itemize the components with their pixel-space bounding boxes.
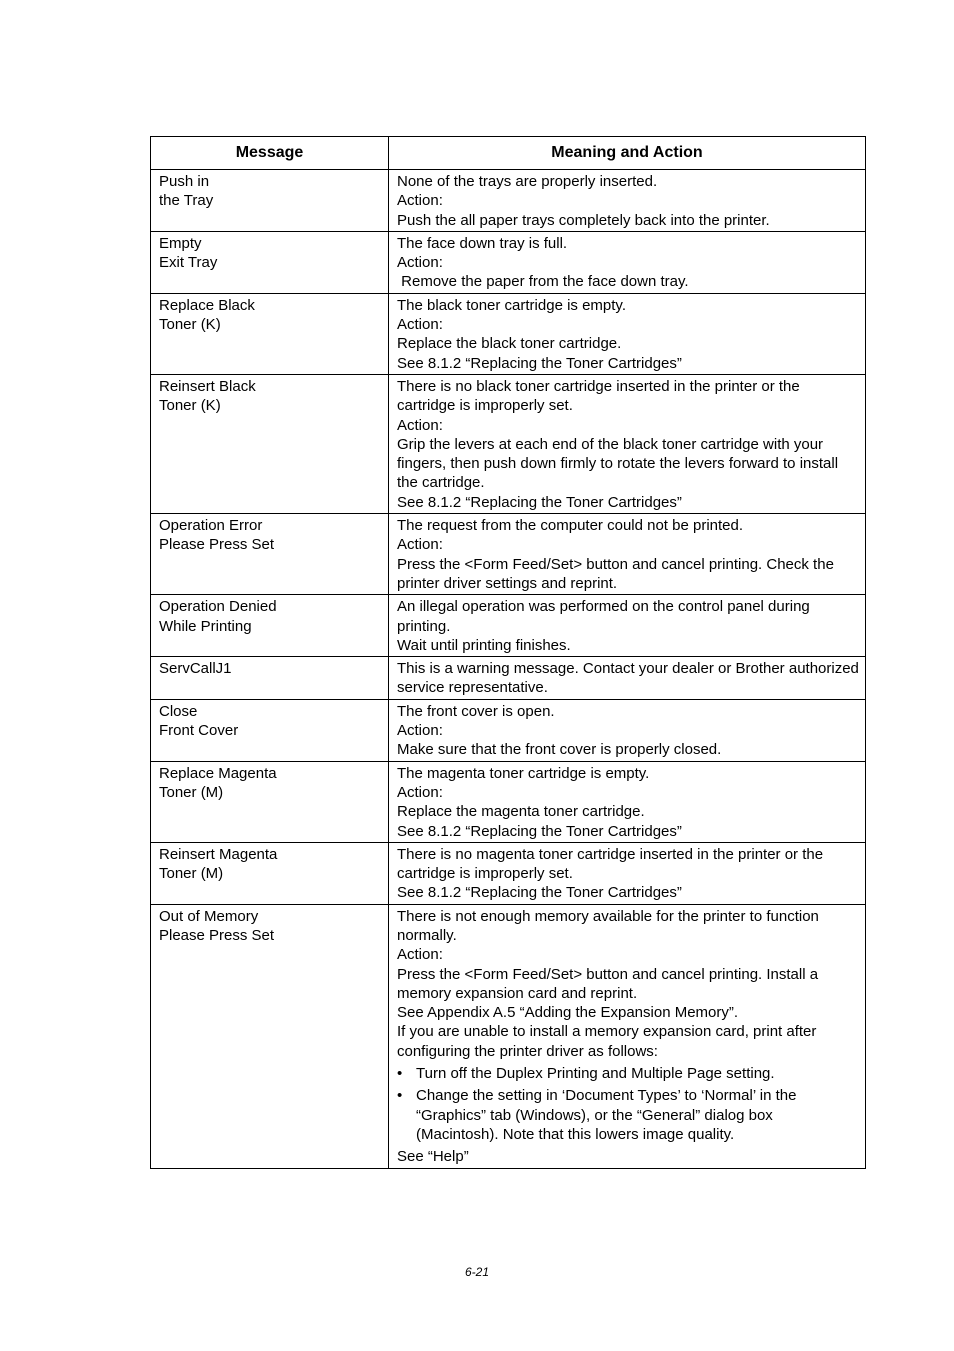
meaning-cell [389, 374, 866, 513]
bullet-icon: • [397, 1065, 403, 1083]
message-line: ServCallJ1 [159, 660, 232, 678]
message-cell [151, 514, 389, 595]
message-cell [151, 170, 389, 232]
meaning-cell [389, 904, 866, 1168]
message-line: Please Press Set [159, 926, 275, 944]
table-row [151, 514, 866, 595]
message-table [150, 136, 866, 1169]
meaning-cell [389, 842, 866, 904]
meaning-line: See “Help” [397, 1148, 469, 1166]
bullet-text: Turn off the Duplex Printing and Multiple Page setting. [416, 1065, 775, 1083]
meaning-cell [389, 761, 866, 842]
table-row [151, 293, 866, 374]
message-line: Toner (M) [159, 865, 224, 883]
meaning-line: This is a warning message. Contact your dealer or Brother authorized service representative. [397, 660, 864, 697]
meaning-cell [389, 595, 866, 657]
message-line: Toner (K) [159, 397, 221, 415]
table-row-memory [151, 904, 866, 1168]
message-line: While Printing [159, 617, 252, 635]
table-row [151, 657, 866, 700]
meaning-line: Push the all paper trays completely back into the printer. [397, 211, 770, 229]
message-cell [151, 657, 389, 700]
meaning-line: See Appendix A.5 “Adding the Expansion Memory”. [397, 1004, 739, 1022]
meaning-cell [389, 231, 866, 293]
message-line: Replace Black [159, 296, 255, 314]
meaning-line: There is no magenta toner cartridge inserted in the printer or the cartridge is improperly set. [397, 845, 828, 883]
meaning-line: Action: [397, 783, 443, 801]
meaning-line: Wait until printing finishes. [397, 636, 571, 654]
meaning-cell [389, 170, 866, 232]
meaning-line: The request from the computer could not be printed. [397, 517, 744, 535]
message-line: Empty [159, 234, 202, 252]
message-cell [151, 293, 389, 374]
message-cell [151, 231, 389, 293]
meaning-cell [389, 293, 866, 374]
meaning-line: See 8.1.2 “Replacing the Toner Cartridges” [397, 884, 682, 902]
meaning-cell [389, 699, 866, 761]
meaning-line: Press the <Form Feed/Set> button and cancel printing. Install a memory expansion card and reprint. [397, 965, 823, 1002]
header-meaning-action: Meaning and Action [389, 137, 866, 170]
message-line: Out of Memory [159, 907, 259, 925]
table-row [151, 231, 866, 293]
meaning-line: See 8.1.2 “Replacing the Toner Cartridges” [397, 354, 682, 372]
meaning-line: The magenta toner cartridge is empty. [397, 764, 650, 782]
meaning-line: Make sure that the front cover is properly closed. [397, 741, 722, 759]
message-line: Please Press Set [159, 536, 275, 554]
page-number: 6-21 [464, 1265, 490, 1279]
meaning-line: The front cover is open. [397, 702, 555, 720]
message-line: Operation Error [159, 517, 263, 535]
table-row [151, 842, 866, 904]
meaning-line: There is not enough memory available for the printer to function normally. [397, 907, 824, 944]
meaning-line: Grip the levers at each end of the black toner cartridge with your fingers, then push down firmly to rotate the levers forward to install the cartridge. [397, 435, 843, 492]
table-header-row [151, 137, 866, 170]
message-line: Reinsert Magenta [159, 845, 278, 863]
meaning-line: Action: [397, 254, 443, 272]
message-cell [151, 761, 389, 842]
message-line: the Tray [159, 192, 214, 210]
table-row [151, 595, 866, 657]
message-cell [151, 904, 389, 1168]
meaning-line: An illegal operation was performed on the control panel during printing. [397, 598, 814, 635]
message-line: Operation Denied [159, 598, 277, 616]
bullet-icon: • [397, 1087, 403, 1105]
bullet-item [397, 1086, 859, 1144]
meaning-line: There is no black toner cartridge inserted in the printer or the cartridge is improperly set. [397, 377, 804, 415]
meaning-line: Replace the black toner cartridge. [397, 335, 622, 353]
meaning-line: If you are unable to install a memory expansion card, print after configuring the printer driver as follows: [397, 1023, 821, 1060]
meaning-line: See 8.1.2 “Replacing the Toner Cartridges” [397, 822, 682, 840]
meaning-line: Remove the paper from the face down tray. [397, 273, 689, 291]
meaning-line: Action: [397, 946, 443, 964]
meaning-line: Action: [397, 722, 443, 740]
table-row [151, 699, 866, 761]
meaning-line: Action: [397, 316, 443, 334]
meaning-line: The black toner cartridge is empty. [397, 296, 626, 314]
message-line: Replace Magenta [159, 764, 277, 782]
meaning-line: Action: [397, 192, 443, 210]
meaning-line: Replace the magenta toner cartridge. [397, 803, 645, 821]
message-cell [151, 842, 389, 904]
message-line: Reinsert Black [159, 377, 256, 395]
table-row [151, 761, 866, 842]
message-cell [151, 374, 389, 513]
meaning-line: The face down tray is full. [397, 234, 568, 252]
bullet-text: Change the setting in ‘Document Types’ to ‘Normal’ in the “Graphics” tab (Windows), or the “General” dialog box (Macintosh). Note that this lowers image quality. [416, 1087, 797, 1143]
message-line: Exit Tray [159, 254, 218, 272]
table-row [151, 374, 866, 513]
table-row [151, 170, 866, 232]
meaning-line: See 8.1.2 “Replacing the Toner Cartridges” [397, 493, 682, 511]
meaning-line: Action: [397, 536, 443, 554]
message-line: Close [159, 702, 198, 720]
message-cell [151, 699, 389, 761]
meaning-line: Action: [397, 416, 443, 434]
meaning-line: None of the trays are properly inserted. [397, 173, 658, 190]
header-message: Message [151, 137, 389, 170]
meaning-cell [389, 657, 866, 700]
meaning-cell [389, 514, 866, 595]
message-line: Toner (M) [159, 783, 224, 801]
message-line: Front Cover [159, 722, 239, 740]
message-cell [151, 595, 389, 657]
bullet-item [397, 1064, 859, 1083]
meaning-line: Press the <Form Feed/Set> button and cancel printing. Check the printer driver settings and reprint. [397, 555, 839, 592]
message-line: Toner (K) [159, 316, 221, 334]
message-line: Push in [159, 173, 210, 190]
